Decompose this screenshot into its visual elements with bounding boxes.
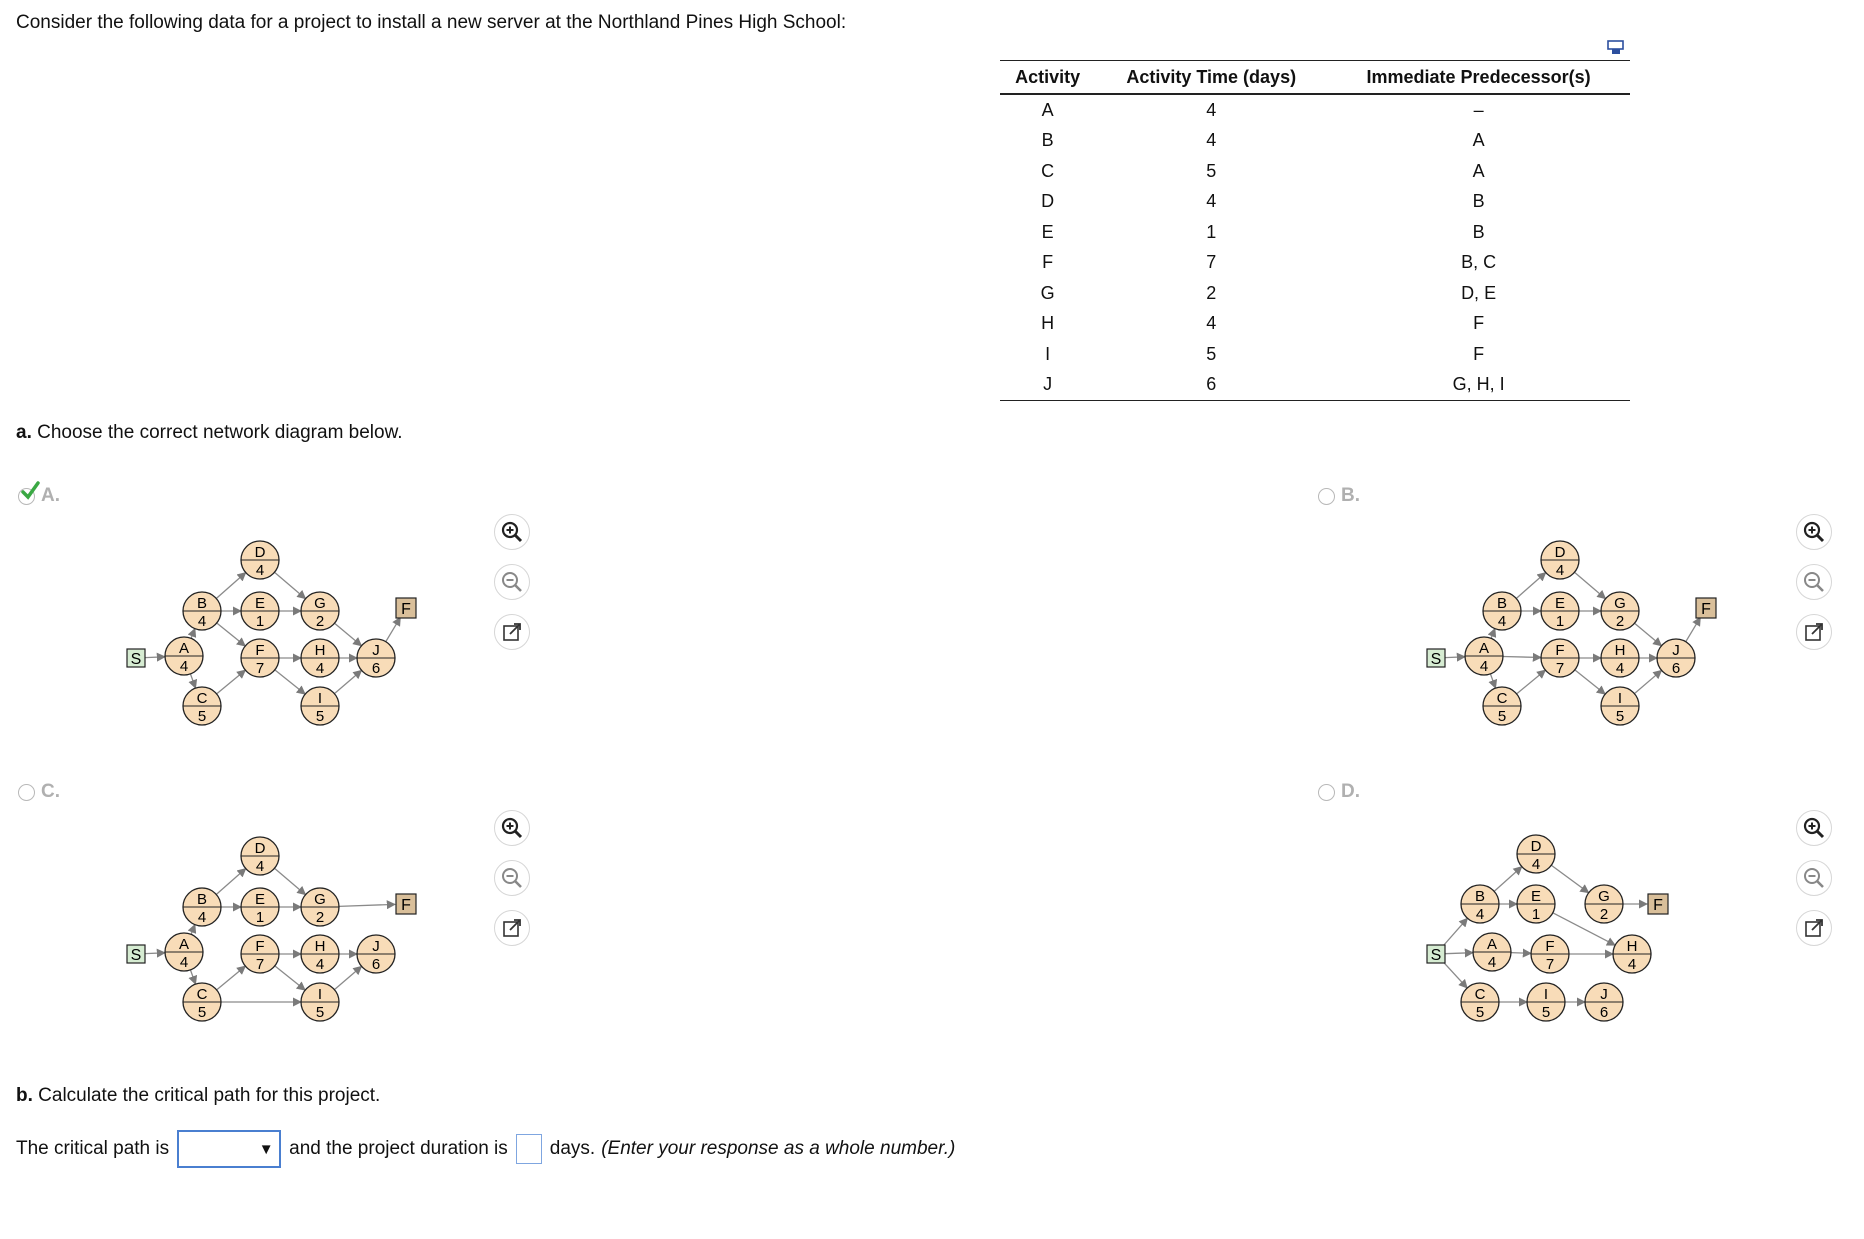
- arrow-F-I: [275, 670, 305, 694]
- cell-time: 4: [1206, 313, 1217, 334]
- zoom-out-icon[interactable]: [1796, 860, 1832, 896]
- node-name: D: [254, 544, 266, 561]
- arrow-S-A: [145, 657, 165, 658]
- part-a-letter: a.: [16, 422, 32, 443]
- node-a: [165, 637, 203, 675]
- arrow-A-F: [1511, 953, 1531, 954]
- node-time: 6: [1671, 660, 1681, 677]
- node-name: B: [1496, 595, 1508, 612]
- start-label: S: [130, 947, 142, 964]
- node-j: [357, 639, 395, 677]
- arrow-F-I: [1575, 670, 1605, 694]
- node-time: 6: [371, 956, 381, 973]
- finish-label: F: [401, 897, 411, 914]
- arrow-S-B: [1442, 918, 1468, 947]
- start-node: [1427, 649, 1445, 668]
- node-name: J: [372, 642, 380, 659]
- node-c: [183, 687, 221, 725]
- table-row: [1000, 94, 1630, 126]
- node-time: 2: [315, 613, 325, 630]
- node-name: B: [196, 891, 208, 908]
- arrow-J-FIN: [1686, 617, 1701, 641]
- node-name: I: [1543, 986, 1549, 1003]
- header-activity-time: Activity Time (days): [1095, 61, 1327, 95]
- node-name: B: [1474, 888, 1486, 905]
- arrow-A-F: [1503, 656, 1541, 657]
- diagram-option-b[interactable]: [1420, 528, 1740, 738]
- cell-activity: E: [1041, 221, 1054, 242]
- start-label: S: [1430, 651, 1442, 668]
- arrow-A-B: [1491, 629, 1495, 639]
- node-name: E: [1554, 595, 1566, 612]
- node-name: C: [196, 986, 208, 1003]
- node-g: [1585, 885, 1623, 923]
- node-time: 4: [255, 858, 265, 875]
- node-time: 7: [1545, 956, 1555, 973]
- node-i: [301, 687, 339, 725]
- cell-predecessors: G, H, I: [1327, 370, 1630, 401]
- node-time: 4: [1475, 906, 1485, 923]
- node-e: [1517, 885, 1555, 923]
- node-time: 1: [1555, 613, 1565, 630]
- node-name: J: [1672, 642, 1680, 659]
- activity-table: [1000, 60, 1630, 401]
- arrow-B-D: [1516, 573, 1545, 599]
- arrow-B-D: [216, 869, 245, 895]
- cell-time: 7: [1206, 252, 1217, 273]
- arrow-G-FIN: [339, 904, 395, 906]
- node-name: C: [1496, 690, 1508, 707]
- cell-activity: A: [1041, 99, 1054, 120]
- cell-predecessors: D, E: [1461, 282, 1497, 303]
- node-b: [1483, 592, 1521, 630]
- cell-predecessors: F: [1473, 313, 1485, 334]
- node-d: [1517, 835, 1555, 873]
- node-name: J: [1600, 986, 1608, 1003]
- cell-time: 4: [1206, 130, 1217, 151]
- start-node: [127, 945, 145, 964]
- node-name: I: [317, 690, 323, 707]
- node-a: [165, 933, 203, 971]
- answer-prefix: The critical path is: [16, 1138, 170, 1159]
- zoom-in-icon[interactable]: [1796, 810, 1832, 846]
- node-name: D: [254, 840, 266, 857]
- cell-predecessors: B, C: [1461, 252, 1497, 273]
- table-row: [1000, 248, 1630, 279]
- arrow-J-FIN: [386, 617, 401, 641]
- cell-time: 4: [1206, 191, 1217, 212]
- arrow-A-B: [191, 629, 195, 639]
- node-f: [241, 639, 279, 677]
- table-row: [1000, 339, 1630, 370]
- intro-text: Consider the following data for a project to install a new server at the Northland Pines High School:: [16, 12, 847, 33]
- node-time: 4: [315, 660, 325, 677]
- node-time: 4: [1531, 856, 1541, 873]
- node-c: [1461, 983, 1499, 1021]
- cell-activity: I: [1045, 343, 1051, 364]
- option-d-radio[interactable]: [1318, 784, 1335, 801]
- node-c: [1483, 687, 1521, 725]
- cell-predecessors: B: [1472, 191, 1485, 212]
- node-time: 2: [1615, 613, 1625, 630]
- option-d-label: D.: [1341, 781, 1360, 802]
- node-e: [1541, 592, 1579, 630]
- node-b: [183, 888, 221, 926]
- arrow-S-A: [1445, 657, 1465, 658]
- option-d[interactable]: [1318, 781, 1360, 803]
- arrow-D-G: [274, 572, 305, 598]
- node-name: G: [314, 891, 326, 908]
- node-name: I: [317, 986, 323, 1003]
- node-time: 1: [255, 909, 265, 926]
- option-c-radio[interactable]: [18, 784, 35, 801]
- node-g: [301, 888, 339, 926]
- node-time: 5: [197, 1004, 207, 1021]
- diagram-option-d[interactable]: [1420, 824, 1740, 1034]
- critical-path-dropdown[interactable]: [177, 1130, 281, 1168]
- option-c[interactable]: [18, 781, 60, 803]
- zoom-out-icon[interactable]: [494, 860, 530, 896]
- cell-time: 5: [1206, 343, 1217, 364]
- cell-activity: H: [1041, 313, 1055, 334]
- node-name: I: [1617, 690, 1623, 707]
- cell-predecessors: A: [1472, 130, 1485, 151]
- node-g: [301, 592, 339, 630]
- option-a[interactable]: [18, 485, 60, 507]
- arrow-A-C: [190, 970, 195, 984]
- cell-time: 2: [1206, 282, 1217, 303]
- node-name: E: [254, 891, 266, 908]
- node-name: A: [178, 640, 190, 657]
- start-label: S: [130, 651, 142, 668]
- arrow-I-J: [334, 670, 361, 693]
- node-name: H: [1614, 642, 1626, 659]
- cell-predecessors: A: [1472, 160, 1485, 181]
- node-b: [183, 592, 221, 630]
- finish-label: F: [401, 601, 411, 618]
- diagram-option-c[interactable]: [120, 824, 440, 1034]
- node-time: 7: [255, 660, 265, 677]
- node-i: [1601, 687, 1639, 725]
- tools-option-b: [1796, 514, 1832, 650]
- node-name: F: [1545, 938, 1555, 955]
- table-row: [1000, 278, 1630, 309]
- node-time: 5: [1615, 708, 1625, 725]
- open-new-window-icon[interactable]: [494, 614, 530, 650]
- option-a-radio[interactable]: [18, 488, 35, 505]
- arrows: [145, 572, 400, 694]
- open-new-window-icon[interactable]: [494, 910, 530, 946]
- answer-middle: and the project duration is: [289, 1138, 508, 1159]
- node-f: [1541, 639, 1579, 677]
- node-time: 4: [1555, 562, 1565, 579]
- cell-time: 4: [1206, 99, 1217, 120]
- node-h: [1601, 639, 1639, 677]
- node-name: A: [1478, 640, 1490, 657]
- node-time: 4: [1497, 613, 1507, 630]
- node-name: G: [1614, 595, 1626, 612]
- node-d: [1541, 541, 1579, 579]
- node-name: G: [314, 595, 326, 612]
- option-b[interactable]: [1318, 485, 1360, 507]
- arrow-C-F: [217, 966, 246, 990]
- arrow-B-D: [216, 573, 245, 599]
- zoom-out-icon[interactable]: [1796, 564, 1832, 600]
- open-new-window-icon[interactable]: [1796, 910, 1832, 946]
- node-time: 5: [1475, 1004, 1485, 1021]
- node-name: H: [314, 642, 326, 659]
- part-b-letter: b.: [16, 1085, 33, 1106]
- node-time: 4: [179, 658, 189, 675]
- arrows: [1445, 572, 1700, 694]
- node-j: [1585, 983, 1623, 1021]
- option-b-label: B.: [1341, 485, 1360, 506]
- arrow-D-G: [1574, 572, 1605, 598]
- cell-activity: C: [1041, 160, 1055, 181]
- node-time: 2: [1599, 906, 1609, 923]
- header-activity: Activity: [1000, 61, 1095, 95]
- node-name: H: [314, 938, 326, 955]
- node-name: F: [255, 938, 265, 955]
- option-c-label: C.: [41, 781, 60, 802]
- arrow-G-J: [1635, 623, 1662, 646]
- zoom-in-icon[interactable]: [1796, 514, 1832, 550]
- arrow-B-F: [217, 623, 245, 646]
- cell-predecessors: –: [1473, 99, 1484, 120]
- part-b-prompt: [16, 1085, 380, 1107]
- arrow-I-J: [1634, 670, 1661, 693]
- table-row: [1000, 187, 1630, 218]
- table-row: [1000, 156, 1630, 187]
- node-f: [241, 935, 279, 973]
- node-name: D: [1554, 544, 1566, 561]
- finish-label: F: [1653, 897, 1663, 914]
- cell-time: 6: [1095, 370, 1327, 401]
- cell-time: 1: [1206, 221, 1217, 242]
- checkmark-icon: [20, 481, 40, 501]
- diagram-option-a[interactable]: [120, 528, 440, 738]
- node-time: 4: [197, 909, 207, 926]
- node-time: 5: [197, 708, 207, 725]
- option-a-label: A.: [41, 485, 60, 506]
- cell-time: 5: [1206, 160, 1217, 181]
- node-name: F: [1555, 642, 1565, 659]
- node-time: 5: [315, 708, 325, 725]
- node-name: E: [1530, 888, 1542, 905]
- tools-option-d: [1796, 810, 1832, 946]
- arrow-F-I: [275, 966, 305, 990]
- arrow-A-B: [191, 925, 195, 935]
- node-i: [301, 983, 339, 1021]
- table-row: [1000, 126, 1630, 157]
- node-time: 1: [255, 613, 265, 630]
- arrow-G-J: [335, 623, 362, 646]
- node-name: A: [1486, 936, 1498, 953]
- arrow-I-J: [334, 966, 361, 989]
- node-name: G: [1598, 888, 1610, 905]
- node-time: 1: [1531, 906, 1541, 923]
- cell-predecessors: B: [1472, 221, 1485, 242]
- arrow-A-C: [1490, 674, 1495, 688]
- node-j: [357, 935, 395, 973]
- start-label: S: [1430, 947, 1442, 964]
- node-time: 4: [315, 956, 325, 973]
- node-b: [1461, 885, 1499, 923]
- node-time: 5: [1541, 1004, 1551, 1021]
- node-h: [301, 935, 339, 973]
- part-a-text: Choose the correct network diagram below.: [31, 422, 403, 443]
- node-e: [241, 592, 279, 630]
- cell-activity: F: [1042, 252, 1054, 273]
- finish-label: F: [1701, 601, 1711, 618]
- node-time: 2: [315, 909, 325, 926]
- part-b-text: Calculate the critical path for this project.: [32, 1085, 381, 1106]
- dropdown-arrow-icon[interactable]: ▼: [258, 1140, 274, 1158]
- node-name: C: [1474, 986, 1486, 1003]
- table-row: [1000, 217, 1630, 248]
- duration-input[interactable]: [516, 1134, 542, 1164]
- cell-activity: J: [1000, 370, 1095, 401]
- node-time: 4: [255, 562, 265, 579]
- node-d: [241, 541, 279, 579]
- node-j: [1657, 639, 1695, 677]
- node-name: J: [372, 938, 380, 955]
- node-i: [1527, 983, 1565, 1021]
- node-time: 5: [1497, 708, 1507, 725]
- arrow-S-C: [1442, 961, 1467, 988]
- arrow-B-D: [1494, 867, 1522, 892]
- node-a: [1473, 933, 1511, 971]
- arrow-D-G: [1551, 865, 1588, 892]
- zoom-in-icon[interactable]: [494, 810, 530, 846]
- table-row: [1000, 309, 1630, 340]
- finish-node: [396, 894, 416, 914]
- node-f: [1531, 935, 1569, 973]
- part-a-prompt: [16, 422, 403, 444]
- node-time: 6: [1599, 1004, 1609, 1021]
- tools-option-c: [494, 810, 530, 946]
- node-name: C: [196, 690, 208, 707]
- answer-suffix: days.: [549, 1138, 596, 1159]
- node-time: 4: [179, 954, 189, 971]
- node-c: [183, 983, 221, 1021]
- print-icon[interactable]: [1606, 38, 1626, 56]
- node-time: 5: [315, 1004, 325, 1021]
- answer-row: [16, 1130, 955, 1168]
- node-g: [1601, 592, 1639, 630]
- node-h: [1613, 935, 1651, 973]
- finish-node: [1648, 894, 1668, 914]
- arrow-A-C: [190, 674, 195, 688]
- zoom-in-icon[interactable]: [494, 514, 530, 550]
- node-name: B: [196, 595, 208, 612]
- start-node: [1427, 945, 1445, 964]
- arrow-C-F: [1517, 670, 1546, 694]
- node-name: D: [1530, 838, 1542, 855]
- node-time: 7: [1555, 660, 1565, 677]
- answer-hint: (Enter your response as a whole number.): [601, 1138, 956, 1159]
- zoom-out-icon[interactable]: [494, 564, 530, 600]
- node-name: A: [178, 936, 190, 953]
- cell-activity: D: [1041, 191, 1055, 212]
- finish-node: [396, 598, 416, 618]
- finish-node: [1696, 598, 1716, 618]
- table-row: [1000, 370, 1630, 401]
- node-name: H: [1626, 938, 1638, 955]
- cell-activity: G: [1040, 282, 1055, 303]
- node-d: [241, 837, 279, 875]
- node-a: [1465, 637, 1503, 675]
- node-time: 4: [1479, 658, 1489, 675]
- node-name: F: [255, 642, 265, 659]
- arrow-C-F: [217, 670, 246, 694]
- open-new-window-icon[interactable]: [1796, 614, 1832, 650]
- tools-option-a: [494, 514, 530, 650]
- arrow-D-G: [274, 868, 305, 894]
- node-time: 4: [1615, 660, 1625, 677]
- node-time: 4: [1627, 956, 1637, 973]
- cell-predecessors: F: [1473, 343, 1485, 364]
- cell-activity: B: [1041, 130, 1054, 151]
- option-b-radio[interactable]: [1318, 488, 1335, 505]
- arrow-S-A: [1445, 953, 1473, 954]
- node-h: [301, 639, 339, 677]
- node-time: 7: [255, 956, 265, 973]
- header-predecessors: Immediate Predecessor(s): [1327, 61, 1630, 95]
- node-time: 4: [197, 613, 207, 630]
- node-time: 6: [371, 660, 381, 677]
- node-e: [241, 888, 279, 926]
- arrow-S-A: [145, 953, 165, 954]
- node-name: E: [254, 595, 266, 612]
- start-node: [127, 649, 145, 668]
- node-time: 4: [1487, 954, 1497, 971]
